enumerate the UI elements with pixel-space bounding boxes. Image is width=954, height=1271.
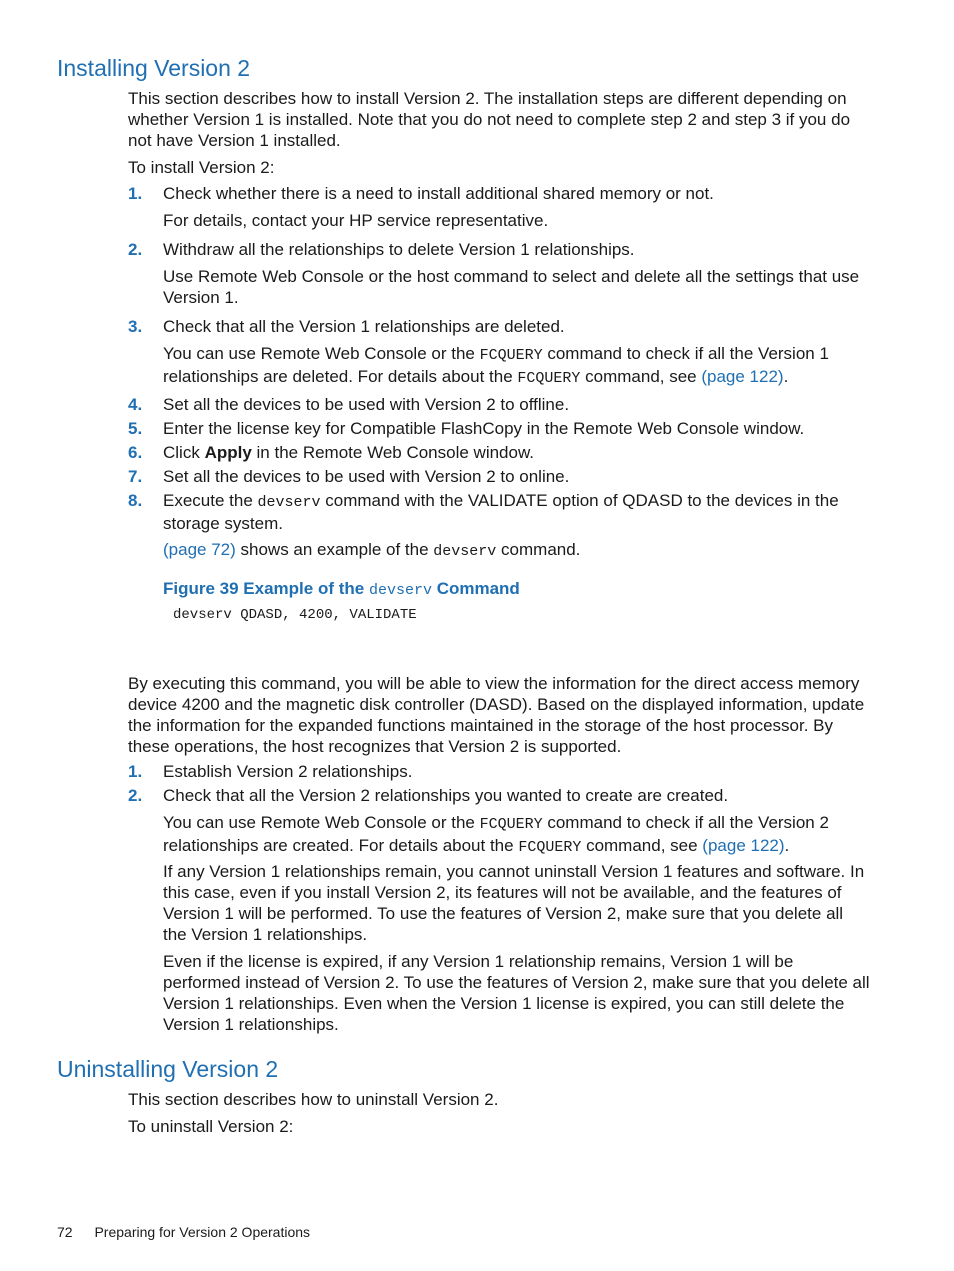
step-note: [163, 539, 870, 562]
page-number: 72: [57, 1224, 73, 1240]
apply-label: Apply: [204, 443, 252, 462]
step-text: [163, 442, 870, 463]
page-footer: [57, 1222, 328, 1243]
step-note: For details, contact your HP service representative.: [163, 211, 549, 230]
step-text: Set all the devices to be used with Version 2 to online.: [163, 467, 570, 486]
step-text: [163, 490, 870, 534]
note-text: .: [784, 836, 790, 855]
note-text: command, see: [580, 367, 702, 386]
step-number: 1.: [128, 762, 143, 781]
step-note: If any Version 1 relationships remain, you cannot uninstall Version 1 features and software. In this case, even if you install Version 2, its features will not be available, and the features of Version 1 will be performed. To use the features of Version 2, make sure that you delete all the Version 1 relationships.: [163, 862, 865, 944]
note-text: command to check if all the Version 2 relationships are created. For details about the: [163, 813, 829, 855]
step-text: Withdraw all the relationships to delete Version 1 relationships.: [163, 240, 635, 259]
step-note: [163, 343, 870, 389]
step-number: 2.: [128, 240, 143, 259]
section-heading-uninstalling: Uninstalling Version 2: [57, 1056, 279, 1082]
page-link[interactable]: (page 72): [163, 540, 236, 559]
page-link[interactable]: (page 122): [702, 836, 785, 855]
step-text: Check that all the Version 2 relationships you wanted to create are created.: [163, 786, 729, 805]
fcquery-command: FCQUERY: [517, 370, 581, 387]
intro-paragraph: This section describes how to install Version 2. The installation steps are different depending on whether Version 1 is installed. Note that you do not need to complete step 2 and step 3 if you do not have Version 1 installed.: [128, 89, 851, 150]
page-link[interactable]: (page 122): [701, 367, 784, 386]
step-text: Enter the license key for Compatible FlashCopy in the Remote Web Console window.: [163, 419, 805, 438]
step-note: Use Remote Web Console or the host command to select and delete all the settings that use Version 1.: [163, 267, 860, 307]
note-text: You can use Remote Web Console or the: [163, 344, 480, 363]
step-number: 8.: [128, 491, 143, 510]
fcquery-command: FCQUERY: [479, 816, 543, 833]
step-number: 4.: [128, 395, 143, 414]
step-text: Set all the devices to be used with Version 2 to offline.: [163, 395, 570, 414]
note-text: shows an example of the: [235, 540, 434, 559]
figure-caption: [163, 578, 520, 601]
install-lead: To install Version 2:: [128, 158, 275, 177]
step-text-part: command with the VALIDATE option of QDASD to the devices in the storage system.: [163, 491, 839, 533]
step-text: Check that all the Version 1 relationships are deleted.: [163, 317, 565, 336]
step-number: 5.: [128, 419, 143, 438]
step-text-part: in the Remote Web Console window.: [251, 443, 535, 462]
explanation-paragraph: By executing this command, you will be able to view the information for the direct access memory device 4200 and the magnetic disk controller (DASD). Based on the displayed information, update the information for the expanded functions maintained in the storage of the host processor. By these operations, the host recognizes that Version 2 is supported.: [128, 674, 865, 756]
step-number: 2.: [128, 786, 143, 805]
devserv-command: devserv: [433, 543, 497, 560]
note-text: command to check if all the Version 1 relationships are deleted. For details about the: [163, 344, 829, 386]
footer-title: Preparing for Version 2 Operations: [94, 1224, 311, 1240]
note-text: .: [783, 367, 789, 386]
step-number: 1.: [128, 184, 143, 203]
uninstall-lead: To uninstall Version 2:: [128, 1117, 294, 1136]
step-text: Establish Version 2 relationships.: [163, 762, 413, 781]
fcquery-command: FCQUERY: [518, 839, 582, 856]
code-example: devserv QDASD, 4200, VALIDATE: [173, 607, 417, 623]
fcquery-command: FCQUERY: [479, 347, 543, 364]
step-number: 3.: [128, 317, 143, 336]
note-text: command, see: [581, 836, 703, 855]
note-text: command.: [496, 540, 581, 559]
step-note: Even if the license is expired, if any Version 1 relationship remains, Version 1 will be performed instead of Version 2. To use the features of Version 2, make sure that you delete all Version 1 relationships. Even when the Version 1 license is expired, you can still delete the Version 1 relationships.: [163, 952, 870, 1034]
step-text-part: Execute the: [163, 491, 258, 510]
step-text-part: Click: [163, 443, 205, 462]
figure-label: Figure 39 Example of the: [163, 579, 369, 598]
step-note: [163, 812, 870, 858]
step-number: 7.: [128, 467, 143, 486]
uninstall-intro: This section describes how to uninstall Version 2.: [128, 1090, 499, 1109]
step-text: Check whether there is a need to install additional shared memory or not.: [163, 184, 714, 203]
step-number: 6.: [128, 443, 143, 462]
figure-label-end: Command: [431, 579, 520, 598]
section-heading-installing: Installing Version 2: [57, 55, 251, 81]
note-text: You can use Remote Web Console or the: [163, 813, 480, 832]
devserv-command: devserv: [368, 582, 432, 599]
devserv-command: devserv: [257, 494, 321, 511]
